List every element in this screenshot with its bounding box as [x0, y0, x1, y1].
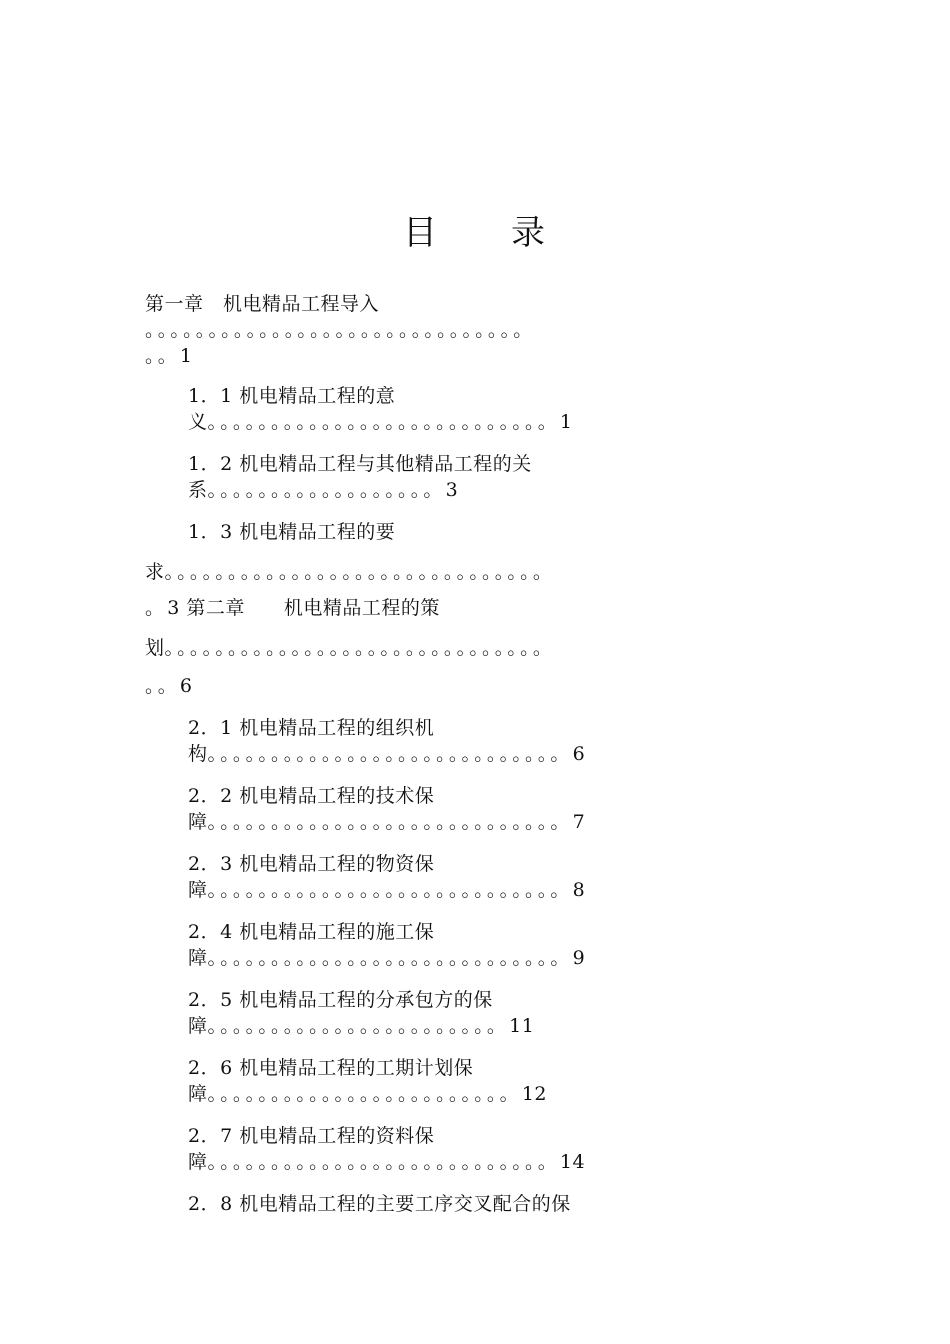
toc-line: 障。。。。。。。。。。。。。。。。。。。。。。。。。。。14 — [188, 1151, 586, 1173]
toc-line: 2．6 机电精品工程的工期计划保 — [188, 1057, 474, 1079]
page-title — [0, 205, 950, 254]
toc-line: 2．2 机电精品工程的技术保 — [188, 785, 435, 807]
toc-line: 构。。。。。。。。。。。。。。。。。。。。。。。。。。。。6 — [188, 743, 586, 765]
toc-line: 1．3 机电精品工程的要 — [188, 521, 396, 543]
toc-line: 2．1 机电精品工程的组织机 — [188, 717, 435, 739]
toc-line: 2．3 机电精品工程的物资保 — [188, 853, 435, 875]
toc-line: 障。。。。。。。。。。。。。。。。。。。。。。。。。。。。8 — [188, 879, 586, 901]
toc-line: 义。。。。。。。。。。。。。。。。。。。。。。。。。。。1 — [188, 411, 573, 433]
toc-line: 障。。。。。。。。。。。。。。。。。。。。。。。。。。。。9 — [188, 947, 586, 969]
toc-line: 2．8 机电精品工程的主要工序交叉配合的保 — [188, 1193, 571, 1215]
toc-line: 。3 第二章 机电精品工程的策 — [145, 597, 440, 619]
toc-line: 。。6 — [145, 675, 193, 697]
toc-line: 2．4 机电精品工程的施工保 — [188, 921, 435, 943]
toc-line: 系。。。。。。。。。。。。。。。。。。3 — [188, 479, 459, 501]
toc-line: 求。。。。。。。。。。。。。。。。。。。。。。。。。。。。。。 — [145, 561, 556, 583]
title-char-2: 录 — [511, 213, 547, 253]
toc-line: 2．5 机电精品工程的分承包方的保 — [188, 989, 493, 1011]
toc-line: 障。。。。。。。。。。。。。。。。。。。。。。。。。。。。7 — [188, 811, 586, 833]
toc-line: 1．1 机电精品工程的意 — [188, 385, 396, 407]
toc-line: 。。。。。。。。。。。。。。。。。。。。。。。。。。。。。。 — [145, 319, 536, 341]
title-char-1: 目 — [403, 213, 439, 253]
toc-line: 2．7 机电精品工程的资料保 — [188, 1125, 435, 1147]
toc-line: 障。。。。。。。。。。。。。。。。。。。。。。。11 — [188, 1015, 535, 1037]
toc-line: 划。。。。。。。。。。。。。。。。。。。。。。。。。。。。。。 — [145, 637, 556, 659]
toc-line: 第一章 机电精品工程导入 — [145, 293, 380, 315]
toc-line: 1．2 机电精品工程与其他精品工程的关 — [188, 453, 532, 475]
toc-line: 障。。。。。。。。。。。。。。。。。。。。。。。。12 — [188, 1083, 548, 1105]
toc-line: 。。1 — [145, 345, 193, 367]
